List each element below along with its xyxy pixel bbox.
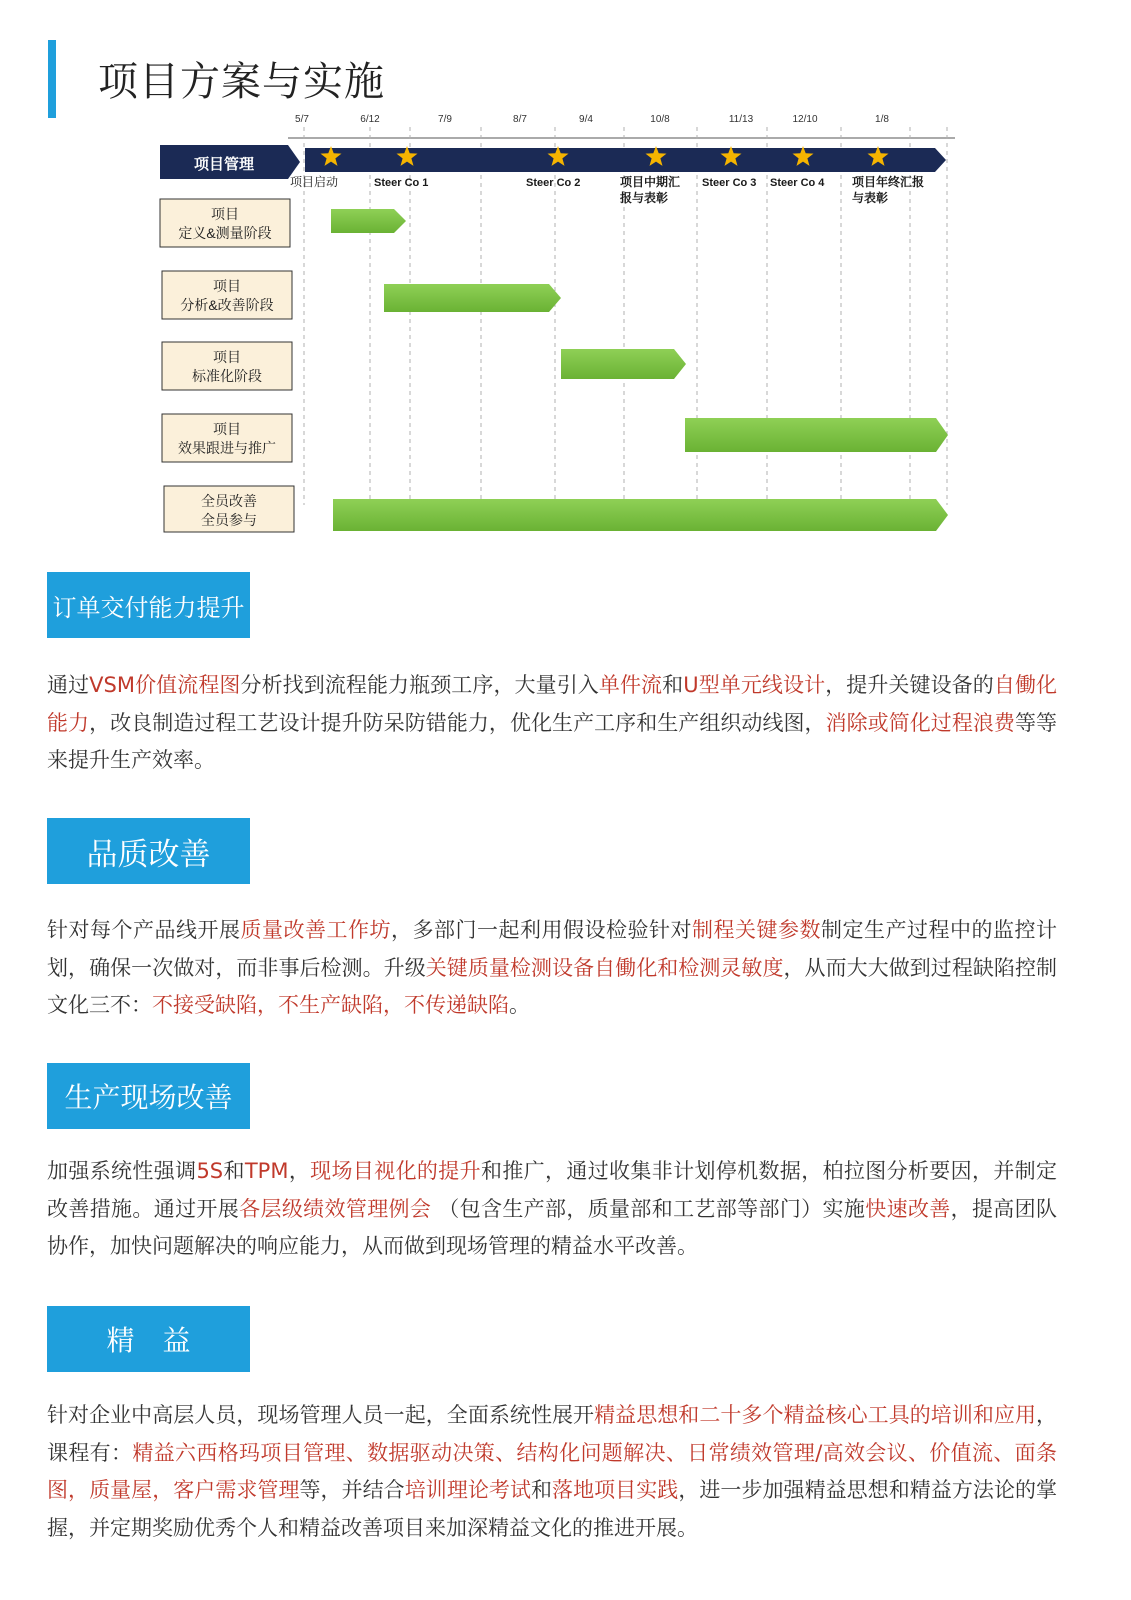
highlight-text: 现场目视化的提升 (310, 1159, 481, 1183)
date-label: 12/10 (792, 114, 818, 125)
body-text: ，提升关键设备的 (825, 673, 994, 697)
body-text: ，改良制造过程工艺设计提升防呆防错能力，优化生产工序和生产组织动线图， (89, 710, 826, 735)
date-label: 5/7 (295, 114, 309, 125)
highlight-text: 落地项目实践 (552, 1478, 679, 1502)
section-paragraph-lean (47, 1397, 1057, 1547)
milestone-label: Steer Co 1 (374, 177, 429, 189)
page-title: 项目方案与实施 (98, 59, 385, 105)
phase-label: 定义&测量阶段 (178, 225, 272, 241)
date-label: 9/4 (579, 114, 593, 125)
phase-bar (561, 349, 686, 379)
body-text: 等等来提升生产效率。 (47, 710, 1058, 772)
date-label: 6/12 (360, 114, 380, 125)
highlight-text: 自働化能力 (47, 673, 1058, 735)
phase-label: 项目 (213, 421, 241, 437)
milestone-label: Steer Co 2 (526, 177, 581, 189)
body-text: 和 (223, 1159, 245, 1183)
date-label: 8/7 (513, 114, 527, 125)
body-text: ，进一步加强精益思想和精益方法论的掌握，并定期奖励优秀个人和精益改善项目来加深精益文化的推进开展。 (47, 1478, 1058, 1540)
highlight-text: 精益六西格玛项目管理、数据驱动决策、结构化问题解决、日常绩效管理/高效会议、价值流、面条图，质量屋，客户需求管理 (47, 1440, 1057, 1502)
phase-bar (384, 284, 561, 312)
body-text: 和 (531, 1478, 553, 1502)
milestone-label: 与表彰 (852, 191, 889, 205)
milestone-label: Steer Co 3 (702, 177, 757, 189)
section-heading-lean: 精 益 (47, 1306, 250, 1372)
highlight-text: 5S (196, 1159, 224, 1183)
body-text: 针对企业中高层人员，现场管理人员一起，全面系统性展开 (47, 1403, 595, 1427)
highlight-text: 关键质量检测设备自働化和检测灵敏度 (425, 955, 784, 980)
phase-bar (685, 418, 948, 452)
body-text: 等，并结合 (299, 1478, 405, 1502)
phase-label: 效果跟进与推广 (178, 440, 276, 456)
section-heading-quality: 品质改善 (47, 818, 250, 884)
body-text: 。 (509, 993, 530, 1017)
highlight-text: 单件流 (598, 673, 663, 697)
date-label: 1/8 (875, 114, 889, 125)
body-text: 加强系统性强调 (47, 1159, 197, 1183)
highlight-text: 不接受缺陷，不生产缺陷，不传递缺陷 (152, 993, 509, 1017)
highlight-text: 快速改善 (865, 1196, 951, 1221)
highlight-text: TPM (244, 1159, 289, 1183)
date-label: 7/9 (438, 114, 452, 125)
gantt-chart (0, 0, 1131, 545)
pm-label: 项目管理 (193, 156, 255, 173)
body-text: 和推广，通过收集非计划停机数据，柏拉图分析要因，并制定改善措施。通过开展 (47, 1159, 1058, 1221)
phase-bar (331, 209, 406, 233)
body-text: ，提高团队协作，加快问题解决的响应能力，从而做到现场管理的精益水平改善。 (47, 1196, 1057, 1258)
body-text: ， (288, 1159, 311, 1183)
highlight-text: 培训理论考试 (404, 1478, 531, 1502)
highlight-text: U型单元线设计 (683, 673, 826, 697)
phase-label: 全员参与 (201, 512, 257, 528)
section-paragraph-quality (47, 912, 1057, 1025)
milestone-label: 报与表彰 (620, 191, 669, 205)
phase-bar (333, 499, 948, 531)
highlight-text: VSM价值流程图 (89, 673, 241, 697)
body-text: 制定生产过程中的监控计划，确保一次做对，而非事后检测。升级 (47, 918, 1057, 980)
section-paragraph-delivery (47, 667, 1057, 780)
body-text: 分析找到流程能力瓶颈工序，大量引入 (240, 673, 599, 697)
phase-label: 项目 (213, 278, 241, 294)
phase-label: 项目 (213, 349, 241, 365)
body-text: （包含生产部，质量部和工艺部等部门）实施 (431, 1196, 866, 1221)
section-heading-delivery: 订单交付能力提升 (47, 572, 250, 638)
highlight-text: 各层级绩效管理例会 (239, 1196, 432, 1221)
body-text: ，课程有： (47, 1403, 1058, 1465)
highlight-text: 精益思想和二十多个精益核心工具的培训和应用 (594, 1403, 1037, 1427)
body-text: 通过 (47, 673, 90, 697)
body-text: ，从而大大做到过程缺陷控制文化三不： (47, 955, 1058, 1017)
body-text: ，多部门一起利用假设检验针对 (391, 918, 692, 942)
section-heading-shopfloor: 生产现场改善 (47, 1063, 250, 1129)
phase-label: 全员改善 (201, 493, 257, 509)
highlight-text: 消除或简化过程浪费 (825, 710, 1015, 735)
date-label: 10/8 (650, 114, 670, 125)
milestone-label: Steer Co 4 (770, 177, 825, 189)
body-text: 和 (662, 673, 684, 697)
phase-label: 项目 (211, 206, 239, 222)
body-text: 针对每个产品线开展 (47, 918, 241, 942)
phase-label: 标准化阶段 (192, 368, 262, 384)
date-label: 11/13 (728, 114, 754, 125)
highlight-text: 质量改善工作坊 (240, 918, 391, 942)
phase-label: 分析&改善阶段 (180, 297, 274, 313)
highlight-text: 制程关键参数 (692, 918, 821, 942)
milestone-label: 项目启动 (290, 175, 339, 189)
pm-timeline-arrow (305, 148, 946, 172)
milestone-label: 项目中期汇 (620, 175, 681, 189)
milestone-label: 项目年终汇报 (852, 175, 925, 189)
section-paragraph-shopfloor (47, 1153, 1057, 1266)
